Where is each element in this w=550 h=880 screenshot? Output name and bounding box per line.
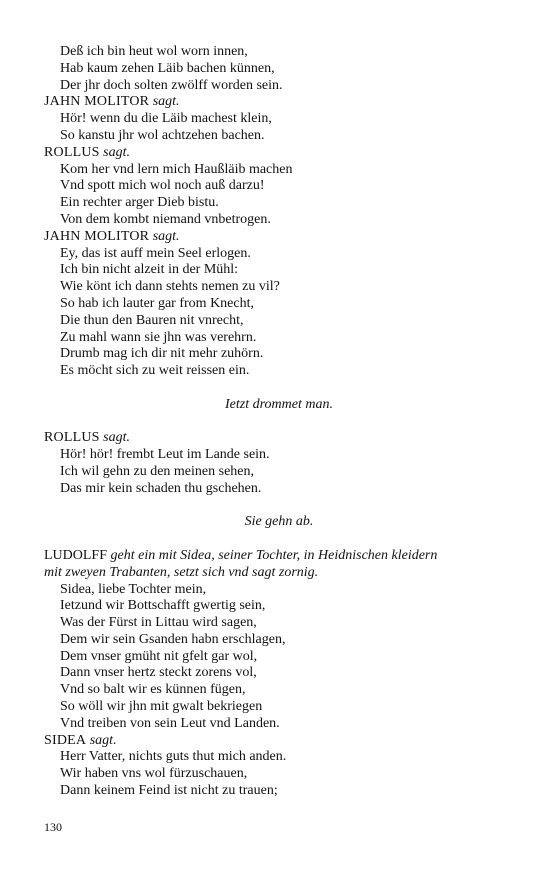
blank-line <box>44 531 514 548</box>
blank-line <box>44 380 514 397</box>
verse-line: Hör! hör! frembt Leut im Lande sein. <box>60 447 270 463</box>
verse-line: Hör! wenn du die Läib machest klein, <box>60 111 272 127</box>
blank-line <box>44 414 514 431</box>
verse-line: Wie könt ich dann stehts nemen zu vil? <box>60 279 280 295</box>
speaker-name: JAHN MOLITOR <box>44 94 150 110</box>
speaker-verb: sagt. <box>89 732 117 748</box>
verse-line: Das mir kein schaden thu gschehen. <box>60 480 262 496</box>
verse-line: Drumb mag ich dir nit mehr zuhörn. <box>60 346 264 362</box>
verse-line: Dann vnser hertz steckt zorens vol, <box>60 665 257 681</box>
speaker-name: JAHN MOLITOR <box>44 228 150 244</box>
speaker-name: ROLLUS <box>44 144 100 160</box>
verse-line: So kanstu jhr wol achtzehen bachen. <box>60 127 265 143</box>
speaker-verb: sagt. <box>103 144 130 160</box>
page-number: 130 <box>44 820 62 834</box>
speaker-heading <box>44 430 514 447</box>
verse-line: Der jhr doch solten zwölff worden sein. <box>60 77 283 93</box>
verse-line: Was der Fürst in Littau wird sagen, <box>60 615 257 631</box>
stage-direction-text: geht ein mit Sidea, seiner Tochter, in Heidnischen kleidern <box>107 547 438 563</box>
verse-line: Vnd treiben von sein Leut vnd Landen. <box>60 715 280 731</box>
verse-line: Dem wir sein Gsanden habn erschlagen, <box>60 631 286 647</box>
verse-line: So hab ich lauter gar from Knecht, <box>60 295 254 311</box>
verse-line: Kom her vnd lern mich Haußläib machen <box>60 161 293 177</box>
verse-line: Ein rechter arger Dieb bistu. <box>60 195 219 211</box>
stage-direction: Ietzt drommet man. <box>225 396 333 412</box>
speaker-heading <box>44 145 514 162</box>
verse-line: Ich wil gehn zu den meinen sehen, <box>60 463 254 479</box>
verse-line: Vnd so balt wir es künnen fügen, <box>60 682 246 698</box>
verse-line: Von dem kombt niemand vnbetrogen. <box>60 211 271 227</box>
verse-line: Es möcht sich zu weit reissen ein. <box>60 363 250 379</box>
stage-direction-entrance <box>44 548 514 565</box>
stage-direction-entrance <box>44 565 514 582</box>
verse-line: Zu mahl wann sie jhn was verehrn. <box>60 329 257 345</box>
verse-line: Ey, das ist auff mein Seel erlogen. <box>60 245 251 261</box>
stage-direction-text: mit zweyen Trabanten, setzt sich vnd sagt zornig. <box>44 564 319 580</box>
speaker-heading <box>44 733 514 750</box>
stage-direction: Sie gehn ab. <box>244 514 314 530</box>
speaker-verb: sagt. <box>152 228 180 244</box>
verse-line: Ich bin nicht alzeit in der Mühl: <box>60 262 239 278</box>
speaker-verb: sagt. <box>152 94 180 110</box>
verse-line: Dann keinem Feind ist nicht zu trauen; <box>60 783 278 799</box>
verse-line: Dem vnser gmüht nit gfelt gar wol, <box>60 648 258 664</box>
verse-line: Wir haben vns wol fürzuschauen, <box>60 766 248 782</box>
verse-line: Ietzund wir Bottschafft gwertig sein, <box>60 598 266 614</box>
verse-line: So wöll wir jhn mit gwalt bekriegen <box>60 699 263 715</box>
play-text <box>44 44 514 800</box>
speaker-heading <box>44 94 514 111</box>
verse-line: Die thun den Bauren nit vnrecht, <box>60 312 244 328</box>
verse-line: Sidea, liebe Tochter mein, <box>60 581 207 597</box>
verse-line: Hab kaum zehen Läib bachen künnen, <box>60 60 275 76</box>
speaker-heading <box>44 229 514 246</box>
speaker-name: ROLLUS <box>44 430 100 446</box>
blank-line <box>44 498 514 515</box>
speaker-name: SIDEA <box>44 732 87 748</box>
verse-line: Vnd spott mich wol noch auß darzu! <box>60 178 265 194</box>
speaker-verb: sagt. <box>103 430 130 446</box>
verse-line: Deß ich bin heut wol worn innen, <box>60 44 248 59</box>
stage-character-name: LUDOLFF <box>44 547 108 563</box>
verse-line: Herr Vatter, nichts guts thut mich anden. <box>60 749 287 765</box>
